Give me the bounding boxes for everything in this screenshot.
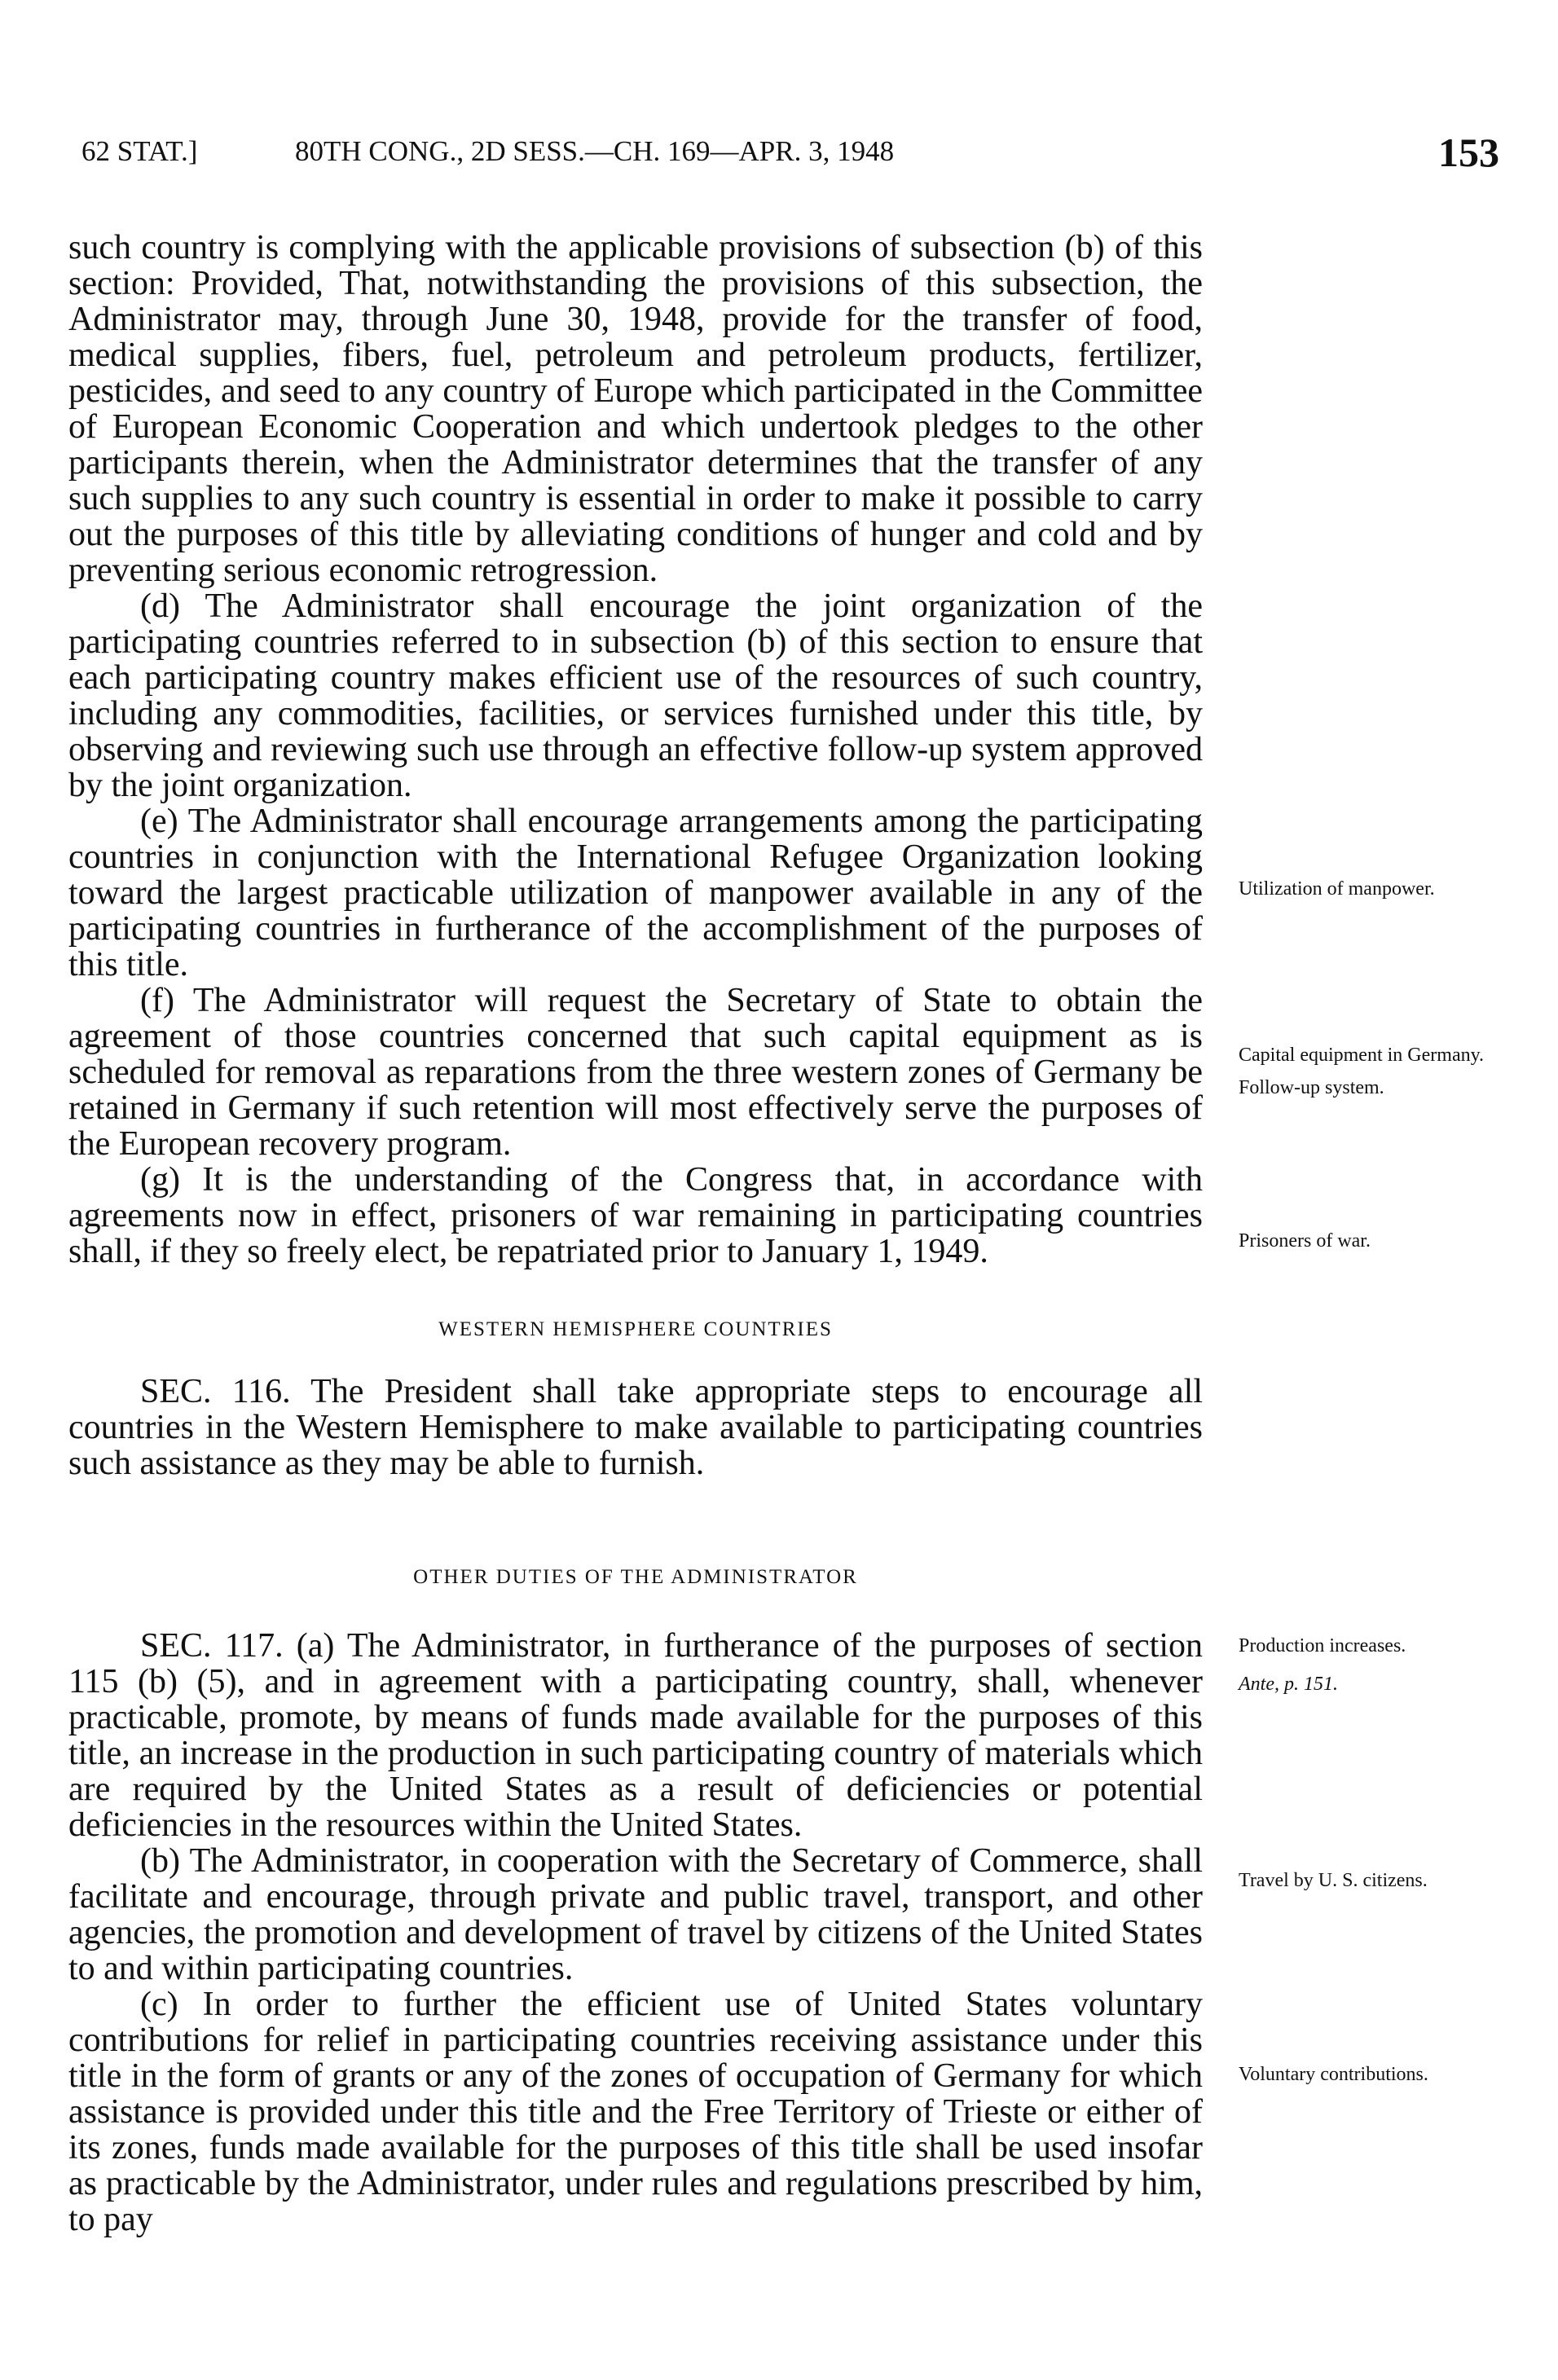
margin-note-ante: Ante, p. 151. xyxy=(1239,1674,1338,1695)
section-117-a: SEC. 117. (a) The Administrator, in furtherance of the purposes of section 115 (b) (5), and in agreement with a participating country, shall, whenever practicable, promote, by means of funds made available for the purposes of this title, an increase in the production in such participating country of materials which are required by the United States as a result of deficiencies or potential deficiencies in the resources within the United States. xyxy=(68,1627,1203,1844)
section-117-b: (b) The Administrator, in cooperation with the Secretary of Commerce, shall facilitate and encourage, through private and public travel, transport, and other agencies, the promotion and development of travel by citizens of the United States to and within participating countries. xyxy=(68,1842,1203,1987)
margin-note-voluntary: Voluntary contributions. xyxy=(1239,2064,1428,2085)
paragraph-f: (f) The Administrator will request the Secretary of State to obtain the agreement of those countries concerned that such capital equipment as is scheduled for removal as reparations from the three western zones of Germany be retained in Germany if such retention will most effectively serve the purposes of the European recovery program. xyxy=(68,982,1203,1163)
section-heading-other-duties: OTHER DUTIES OF THE ADMINISTRATOR xyxy=(413,1566,858,1588)
margin-note-capital: Capital equipment in Germany. xyxy=(1239,1045,1485,1066)
running-header xyxy=(81,129,1499,178)
statute-volume: 62 STAT.] xyxy=(81,135,198,167)
paragraph-continuation: such country is complying with the applicable provisions of subsection (b) of this section: Provided, That, notwithstanding the provisions of this subsection, the Administrator may, through June 30, 1948, provide for the transfer of food, medical supplies, fibers, fuel, petroleum and petroleum products, fertilizer, pesticides, and seed to any country of Europe which participated in the Committee of European Economic Cooperation and which undertook pledges to the other participants therein, when the Administrator determines that the transfer of any such supplies to any such country is essential in order to make it possible to carry out the purposes of this title by alleviating conditions of hunger and cold and by preventing serious economic retrogression. xyxy=(68,229,1203,589)
margin-note-manpower: Utilization of manpower. xyxy=(1239,878,1435,900)
paragraph-e: (e) The Administrator shall encourage arrangements among the participating countries in conjunction with the International Refugee Organization looking toward the largest practicable utilization of manpower available in any of the participating countries in furtherance of the accomplishment of the purposes of this title. xyxy=(68,803,1203,983)
paragraph-g: (g) It is the understanding of the Congress that, in accordance with agreements now in effect, prisoners of war remaining in participating countries shall, if they so freely elect, be repatriated prior to January 1, 1949. xyxy=(68,1161,1203,1270)
section-116: SEC. 116. The President shall take appropriate steps to encourage all countries in the Western Hemisphere to make available to participating countries such assistance as they may be able to furnish. xyxy=(68,1373,1203,1482)
margin-note-travel: Travel by U. S. citizens. xyxy=(1239,1870,1428,1891)
margin-note-production: Production increases. xyxy=(1239,1635,1406,1656)
margin-note-followup: Follow-up system. xyxy=(1239,1077,1384,1098)
paragraph-d: (d) The Administrator shall encourage the joint organization of the participating countries referred to in subsection (b) of this section to ensure that each participating country makes efficient use of the resources of such country, including any commodities, facilities, or services furnished under this title, by observing and reviewing such use through an effective follow-up system approved by the joint organization. xyxy=(68,587,1203,804)
session-chapter-date: 80TH CONG., 2D SESS.—CH. 169—APR. 3, 1948 xyxy=(295,135,895,167)
section-117-c: (c) In order to further the efficient use of United States voluntary contributions for relief in participating countries receiving assistance under this title in the form of grants or any of the zones of occupation of Germany for which assistance is provided under this title and the Free Territory of Trieste or either of its zones, funds made available for the purposes of this title shall be used insofar as practicable by the Administrator, under rules and regulations prescribed by him, to pay xyxy=(68,1986,1203,2238)
page-number: 153 xyxy=(1438,130,1499,175)
main-text-column xyxy=(68,230,1203,2237)
section-heading-western-hemisphere: WESTERN HEMISPHERE COUNTRIES xyxy=(438,1318,833,1340)
margin-note-prisoners: Prisoners of war. xyxy=(1239,1230,1371,1252)
